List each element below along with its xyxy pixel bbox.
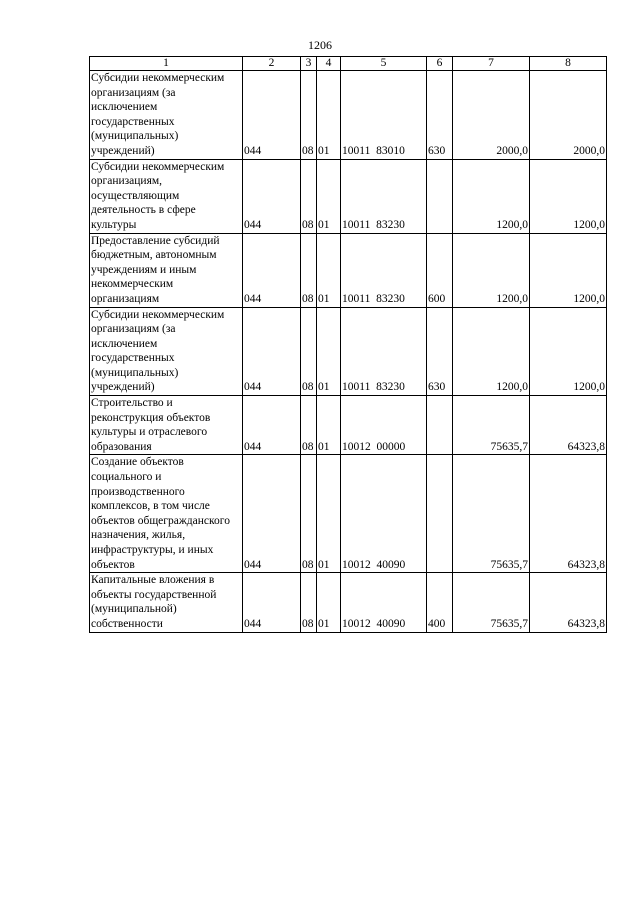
budget-table bbox=[89, 56, 607, 633]
section-code: 08 bbox=[301, 307, 317, 396]
header-cell: 5 bbox=[341, 57, 427, 71]
section-code: 08 bbox=[301, 573, 317, 632]
subsection-code: 01 bbox=[317, 455, 341, 573]
target-article-code: 10011 83230 bbox=[341, 307, 427, 396]
expense-type-code: 630 bbox=[427, 307, 453, 396]
table-row bbox=[90, 307, 607, 396]
subsection-code: 01 bbox=[317, 159, 341, 233]
table-row bbox=[90, 455, 607, 573]
row-name: Субсидии некоммерческим организациям (за исключением государственных (муниципальных) учреждений) bbox=[90, 307, 243, 396]
header-cell: 8 bbox=[530, 57, 607, 71]
row-name: Капитальные вложения в объекты государственной (муниципальной) собственности bbox=[90, 573, 243, 632]
section-code: 08 bbox=[301, 396, 317, 455]
subsection-code: 01 bbox=[317, 396, 341, 455]
amount-col7: 1200,0 bbox=[453, 159, 530, 233]
header-cell: 2 bbox=[243, 57, 301, 71]
target-article-code: 10011 83230 bbox=[341, 159, 427, 233]
amount-col7: 75635,7 bbox=[453, 455, 530, 573]
row-name: Предоставление субсидий бюджетным, автономным учреждениям и иным некоммерческим организациям bbox=[90, 233, 243, 307]
target-article-code: 10011 83010 bbox=[341, 71, 427, 160]
amount-col7: 2000,0 bbox=[453, 71, 530, 160]
table-row bbox=[90, 573, 607, 632]
table-row bbox=[90, 159, 607, 233]
grbs-code: 044 bbox=[243, 573, 301, 632]
subsection-code: 01 bbox=[317, 307, 341, 396]
header-cell: 4 bbox=[317, 57, 341, 71]
subsection-code: 01 bbox=[317, 71, 341, 160]
expense-type-code: 400 bbox=[427, 573, 453, 632]
grbs-code: 044 bbox=[243, 233, 301, 307]
page-number: 1206 bbox=[308, 38, 332, 52]
table-row bbox=[90, 71, 607, 160]
subsection-code: 01 bbox=[317, 233, 341, 307]
amount-col8: 64323,8 bbox=[530, 455, 607, 573]
section-code: 08 bbox=[301, 159, 317, 233]
grbs-code: 044 bbox=[243, 455, 301, 573]
expense-type-code: 630 bbox=[427, 71, 453, 160]
grbs-code: 044 bbox=[243, 307, 301, 396]
amount-col8: 64323,8 bbox=[530, 573, 607, 632]
expense-type-code: 600 bbox=[427, 233, 453, 307]
header-cell: 7 bbox=[453, 57, 530, 71]
expense-type-code bbox=[427, 455, 453, 573]
target-article-code: 10012 40090 bbox=[341, 455, 427, 573]
amount-col8: 1200,0 bbox=[530, 233, 607, 307]
section-code: 08 bbox=[301, 71, 317, 160]
header-cell: 1 bbox=[90, 57, 243, 71]
header-cell: 6 bbox=[427, 57, 453, 71]
table-row bbox=[90, 233, 607, 307]
amount-col8: 2000,0 bbox=[530, 71, 607, 160]
target-article-code: 10012 00000 bbox=[341, 396, 427, 455]
row-name: Субсидии некоммерческим организациям (за исключением государственных (муниципальных) учреждений) bbox=[90, 71, 243, 160]
expense-type-code bbox=[427, 396, 453, 455]
row-name: Субсидии некоммерческим организациям, осуществляющим деятельность в сфере культуры bbox=[90, 159, 243, 233]
grbs-code: 044 bbox=[243, 159, 301, 233]
amount-col8: 1200,0 bbox=[530, 307, 607, 396]
amount-col8: 64323,8 bbox=[530, 396, 607, 455]
amount-col8: 1200,0 bbox=[530, 159, 607, 233]
amount-col7: 1200,0 bbox=[453, 233, 530, 307]
subsection-code: 01 bbox=[317, 573, 341, 632]
target-article-code: 10011 83230 bbox=[341, 233, 427, 307]
grbs-code: 044 bbox=[243, 71, 301, 160]
grbs-code: 044 bbox=[243, 396, 301, 455]
section-code: 08 bbox=[301, 455, 317, 573]
row-name: Строительство и реконструкция объектов культуры и отраслевого образования bbox=[90, 396, 243, 455]
row-name: Создание объектов социального и производственного комплексов, в том числе объектов общегражданского назначения, жилья, инфраструктуры, и иных объектов bbox=[90, 455, 243, 573]
amount-col7: 75635,7 bbox=[453, 573, 530, 632]
expense-type-code bbox=[427, 159, 453, 233]
header-row bbox=[90, 57, 607, 71]
table-row bbox=[90, 396, 607, 455]
section-code: 08 bbox=[301, 233, 317, 307]
header-cell: 3 bbox=[301, 57, 317, 71]
amount-col7: 1200,0 bbox=[453, 307, 530, 396]
amount-col7: 75635,7 bbox=[453, 396, 530, 455]
target-article-code: 10012 40090 bbox=[341, 573, 427, 632]
